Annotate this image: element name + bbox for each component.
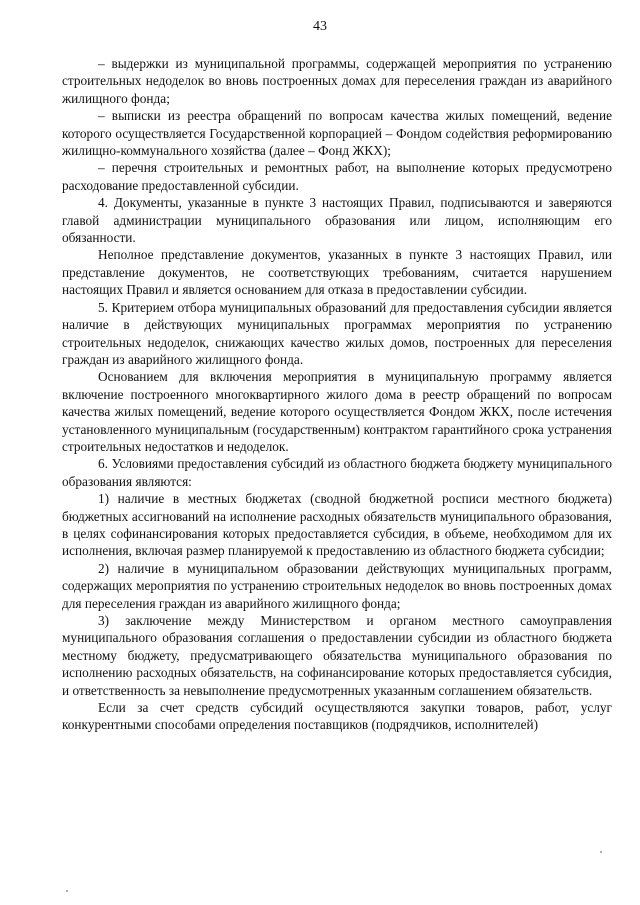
paragraph: 5. Критерием отбора муниципальных образований для предоставления субсидии является наличие в действующих муниципальных программах мероприятия по устранению строительных недоделок, снижающих качество жилых домов, построенных для переселения граждан из аварийного жилищного фонда. <box>62 299 612 367</box>
paragraph: 4. Документы, указанные в пункте 3 настоящих Правил, подписываются и заверяются главой администрации муниципального образования или лицом, исполняющим его обязанности. <box>62 195 612 246</box>
paragraph: Если за счет средств субсидий осуществляются закупки товаров, работ, услуг конкурентными способами определения поставщиков (подрядчиков, исполнителей) <box>62 700 612 733</box>
scan-speck <box>600 851 602 853</box>
paragraph: 6. Условиями предоставления субсидий из областного бюджета бюджету муниципального образования являются: <box>62 456 612 489</box>
paragraph: 2) наличие в муниципальном образовании действующих муниципальных программ, содержащих мероприятия по устранению строительных недоделок во вновь построенных домах для переселения граждан из аварийного жилищного фонда; <box>62 560 612 611</box>
paragraph: – перечня строительных и ремонтных работ, на выполнение которых предусмотрено расходование предоставленной субсидии. <box>62 160 612 193</box>
paragraph: – выдержки из муниципальной программы, содержащей мероприятия по устранению строительных недоделок во вновь построенных домах для переселения граждан из аварийного жилищного фонда; <box>62 56 612 106</box>
page-number: 43 <box>313 19 327 34</box>
paragraph: Основанием для включения мероприятия в муниципальную программу является включение построенного многоквартирного жилого дома в реестр обращений по вопросам качества жилых помещений, ведение которого осуществляется Фондом ЖКХ, после истечения установленного муниципальным (государственным) контрактом гарантийного срока устранения строительных недостатков и недоделок. <box>62 369 612 454</box>
scan-speck <box>66 890 68 892</box>
paragraph: 3) заключение между Министерством и органом местного самоуправления муниципального образования соглашения о предоставлении субсидии из областного бюджета местному бюджету, предусматривающего обязательства муниципального образования по исполнению расходных обязательств, на софинансирование которых предоставляется субсидия, и ответственность за невыполнение предусмотренных указанным соглашением обязательств. <box>62 613 612 698</box>
document-body <box>62 55 612 734</box>
paragraph: Неполное представление документов, указанных в пункте 3 настоящих Правил, или представление документов, не соответствующих требованиям, считается нарушением настоящих Правил и является основанием для отказа в предоставлении субсидии. <box>62 247 612 298</box>
paragraph: – выписки из реестра обращений по вопросам качества жилых помещений, ведение которого осуществляется Государственной корпорацией – Фондом содействия реформированию жилищно-коммунального хозяйства (далее – Фонд ЖКХ); <box>62 108 612 159</box>
paragraph: 1) наличие в местных бюджетах (сводной бюджетной росписи местного бюджета) бюджетных ассигнований на исполнение расходных обязательств муниципального образования, в целях софинансирования которых предоставляется субсидия, в объеме, необходимом для их исполнения, включая размер планируемой к предоставлению из областного бюджета субсидии; <box>62 491 612 559</box>
